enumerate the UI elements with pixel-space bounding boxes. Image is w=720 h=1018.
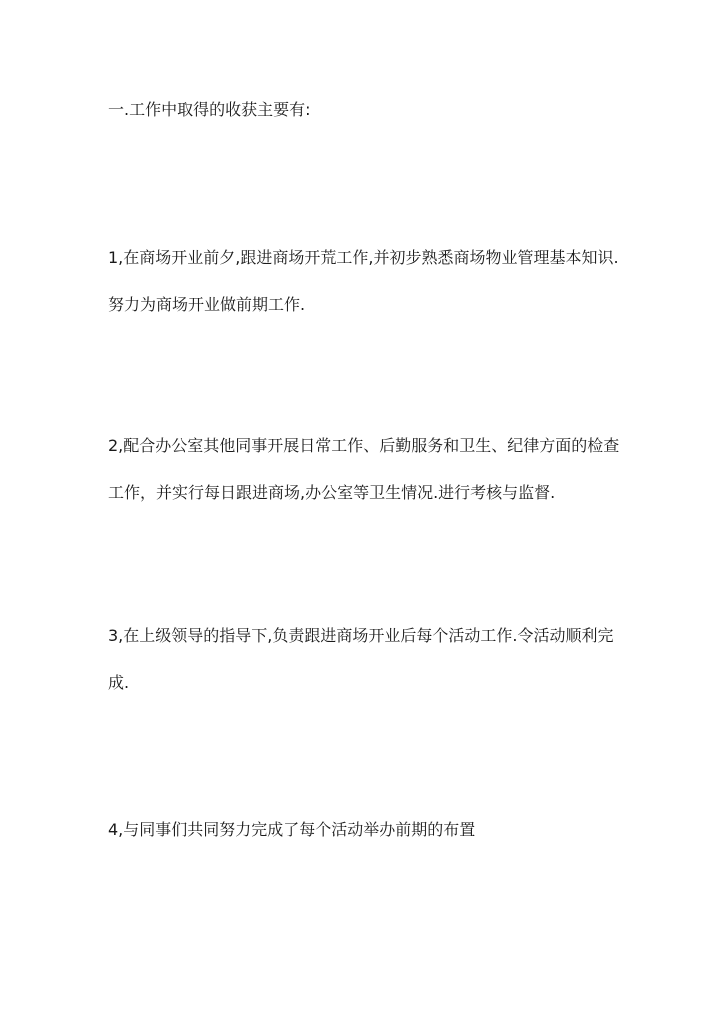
paragraph-3: 3,在上级领导的指导下,负责跟进商场开业后每个活动工作.令活动顺利完成.: [108, 626, 614, 692]
paragraph-1: 1,在商场开业前夕,跟进商场开荒工作,并初步熟悉商场物业管理基本知识.努力为商场开业做前期工作.: [108, 248, 619, 314]
paragraph-2: 2,配合办公室其他同事开展日常工作、后勤服务和卫生、纪律方面的检查工作，并实行每日跟进商场,办公室等卫生情况.进行考核与监督.: [108, 436, 620, 502]
section-heading: 一.工作中取得的收获主要有:: [108, 100, 311, 119]
paragraph-4: 4,与同事们共同努力完成了每个活动举办前期的布置: [108, 820, 476, 839]
